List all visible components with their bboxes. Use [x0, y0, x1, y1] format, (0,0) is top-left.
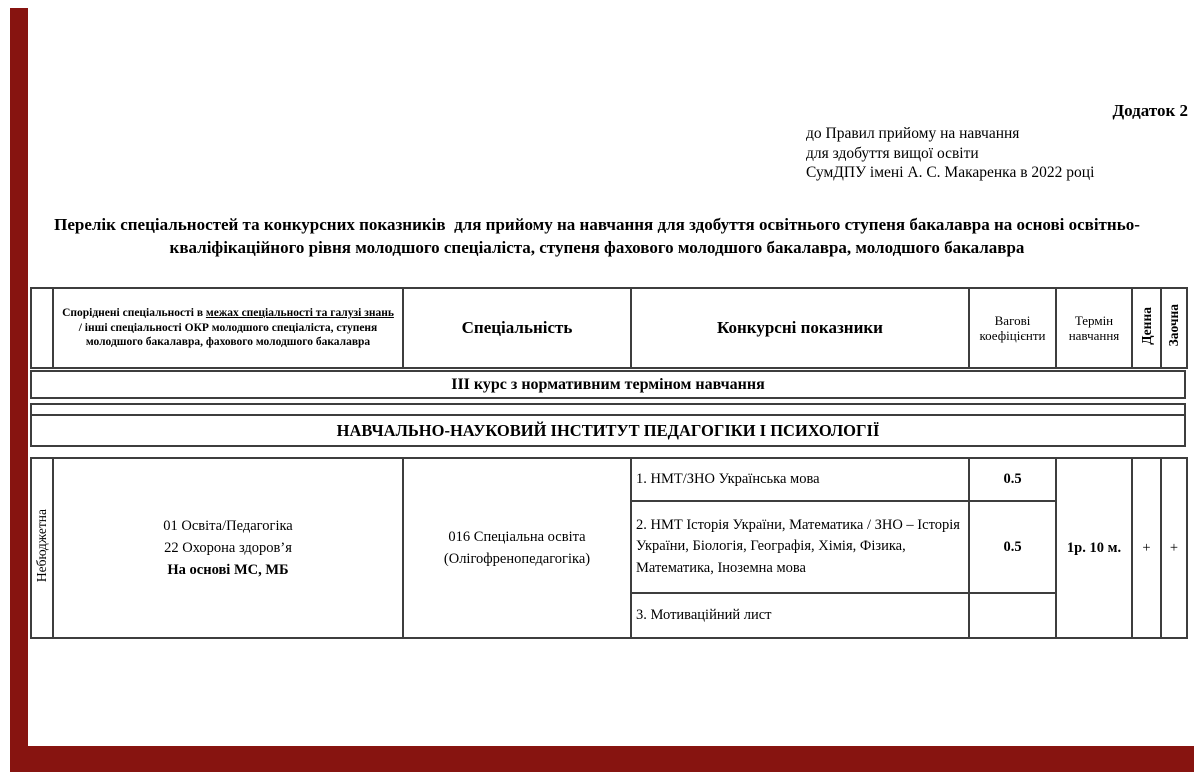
- weight-1-cell: 0.5: [969, 458, 1056, 501]
- appendix-line-2: для здобуття вищої освіти: [806, 144, 979, 162]
- appendix-block: [806, 101, 1188, 183]
- header-related-specialties: [53, 288, 403, 368]
- appendix-label: Додаток 2: [1112, 101, 1188, 120]
- specialty-cell: [403, 458, 631, 638]
- related-specialty-line-2: 22 Охорона здоров’я: [164, 540, 292, 556]
- header-related-post: / інші спеціальності ОКР молодшого спеціаліста, ступеня молодшого бакалавра, фахового молодшого бакалавра: [78, 321, 378, 349]
- appendix-line-1: до Правил прийому на навчання: [806, 125, 1020, 142]
- related-specialties-cell: [53, 458, 403, 638]
- section-course-banner: ІІІ курс з нормативним терміном навчання: [30, 370, 1186, 399]
- related-specialty-basis: На основі МС, МБ: [167, 562, 289, 578]
- related-specialty-line-1: 01 Освіта/Педагогіка: [163, 518, 293, 534]
- specialty-label: 016 Спеціальна освіта (Олігофренопедагогіка): [443, 529, 591, 567]
- appendix-line-3: СумДПУ імені А. С. Макаренка в 2022 році: [806, 164, 1095, 181]
- full-time-mark-cell: +: [1132, 458, 1161, 638]
- header-indicators: Конкурсні показники: [631, 288, 969, 368]
- header-full-time: [1132, 288, 1161, 368]
- header-empty-cell: [31, 288, 53, 368]
- table-header: [30, 287, 1188, 369]
- header-related-underlined: межах спеціальності та галузі знань: [205, 307, 394, 320]
- viewer-frame-bottom-bar: [10, 746, 1194, 772]
- header-full-time-label: Денна: [1138, 306, 1154, 345]
- table-data-row: [30, 457, 1188, 639]
- section-clipped-row: [30, 403, 1186, 414]
- weight-2-cell: 0.5: [969, 501, 1056, 593]
- header-term: Термін навчання: [1056, 288, 1132, 368]
- funding-type-cell: [31, 458, 53, 638]
- indicator-1-cell: 1. НМТ/ЗНО Українська мова: [631, 458, 969, 501]
- header-weights: Вагові коефіцієнти: [969, 288, 1056, 368]
- indicator-2-cell: 2. НМТ Історія України, Математика / ЗНО – Історія України, Біологія, Географія, Хімія, Фізика, Математика, Іноземна мова: [631, 501, 969, 593]
- funding-type-label: Небюджетна: [34, 508, 50, 583]
- viewer-frame-left-bar: [10, 8, 28, 746]
- header-part-time-label: Заочна: [1166, 304, 1182, 347]
- header-specialty: Спеціальність: [403, 288, 631, 368]
- term-cell: 1р. 10 м.: [1056, 458, 1132, 638]
- weight-3-cell: [969, 593, 1056, 638]
- header-part-time: [1161, 288, 1187, 368]
- header-related-pre: Споріднені спеціальності в: [62, 307, 206, 320]
- page-title: Перелік спеціальностей та конкурсних показників для прийому на навчання для здобуття освітнього ступеня бакалавра на основі освітньо-кваліфікаційного рівня молодшого спеціаліста, ступеня фахового молодшого бакалавра, молодшого бакалавра: [54, 215, 1140, 257]
- indicator-3-cell: 3. Мотиваційний лист: [631, 593, 969, 638]
- section-institute-banner: НАВЧАЛЬНО-НАУКОВИЙ ІНСТИТУТ ПЕДАГОГІКИ І ПСИХОЛОГІЇ: [30, 414, 1186, 447]
- part-time-mark-cell: +: [1161, 458, 1187, 638]
